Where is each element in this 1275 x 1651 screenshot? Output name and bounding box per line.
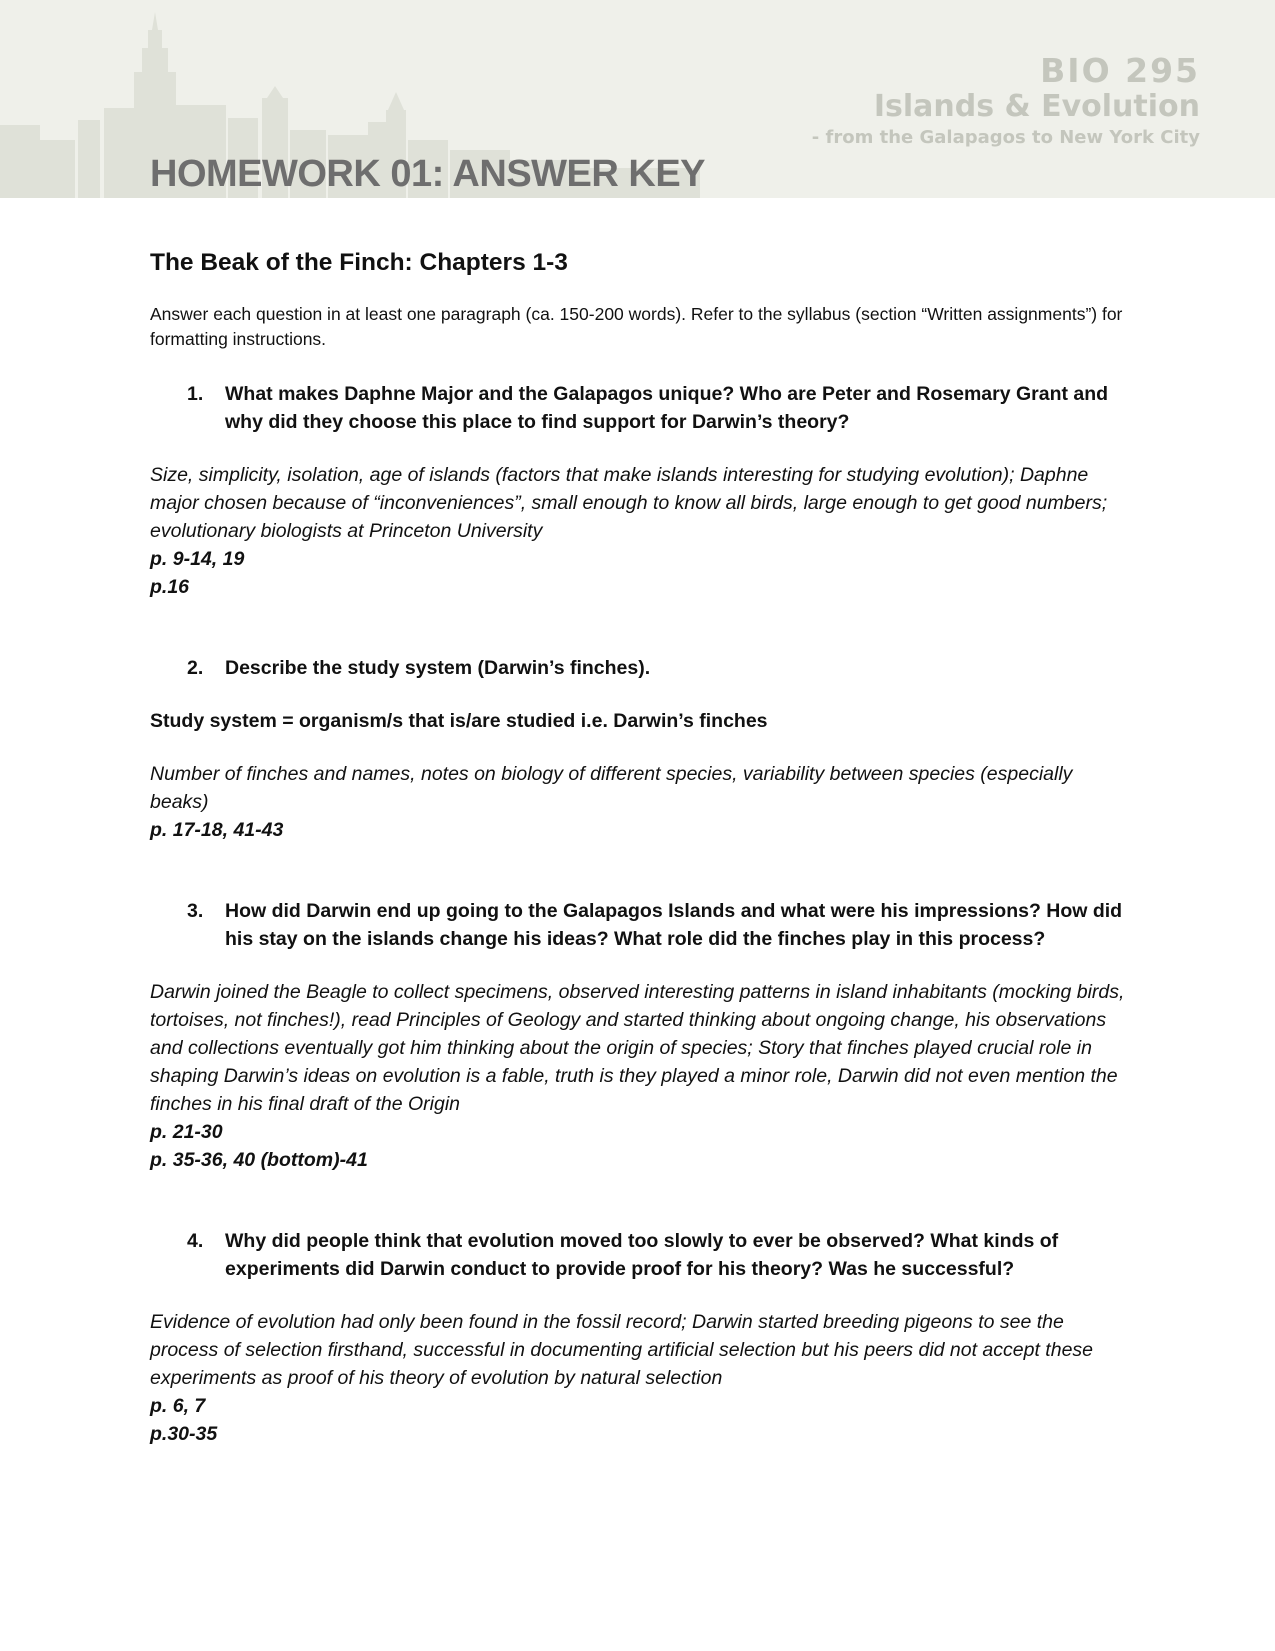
page-reference: p. 9-14, 19 [150,548,245,570]
question-text: How did Darwin end up going to the Galapagos Islands and what were his impressions? How did his stay on the islands change his ideas? What role did the finches play in this process? [225,900,1123,950]
answer-1: Size, simplicity, isolation, age of islands (factors that make islands interesting for studying evolution); Daphne major chosen because of “inconveniences”, small enough to know all birds, large enough to get good numbers; evolutionary biologists at Princeton University [150,464,1108,542]
question-3 [150,897,1125,953]
question-text: What makes Daphne Major and the Galapagos unique? Who are Peter and Rosemary Grant and why did they choose this place to find support for Darwin’s theory? [225,383,1109,433]
page-reference: p. 35-36, 40 (bottom)-41 [150,1149,368,1171]
document-subtitle: The Beak of the Finch: Chapters 1-3 [150,249,568,276]
answer-3: Darwin joined the Beagle to collect specimens, observed interesting patterns in island inhabitants (mocking birds, tortoises, not finches!), read Principles of Geology and started thinking about ongoing change, his observations and collections eventually got him thinking about the origin of species; Story that finches played crucial role in shaping Darwin’s ideas on evolution is a fable, truth is they played a minor role, Darwin did not even mention the finches in his final draft of the Origin [150,981,1125,1115]
course-header [812,52,1200,152]
instructions-text: Answer each question in at least one paragraph (ca. 150-200 words). Refer to the syllabus (section “Written assignments”) for formatting instructions. [150,304,1123,349]
question-number: 1. [187,383,204,405]
document-body [150,248,1125,1448]
question-4 [150,1227,1125,1283]
course-code: BIO 295 [1040,51,1200,90]
page-reference: p.30-35 [150,1423,218,1445]
question-text: Describe the study system (Darwin’s finches). [225,657,651,679]
page-reference: p. 6, 7 [150,1395,206,1417]
question-number: 2. [187,657,204,679]
question-number: 4. [187,1230,204,1252]
header-banner [0,0,1275,198]
page-reference: p. 21-30 [150,1121,223,1143]
question-text: Why did people think that evolution moved too slowly to ever be observed? What kinds of experiments did Darwin conduct to provide proof for his theory? Was he successful? [225,1230,1059,1280]
study-system-note: Study system = organism/s that is/are studied i.e. Darwin’s finches [150,710,768,732]
page-reference: p.16 [150,576,190,598]
page-reference: p. 17-18, 41-43 [150,819,284,841]
question-number: 3. [187,900,204,922]
question-1 [150,380,1125,436]
answer-2: Number of finches and names, notes on biology of different species, variability between species (especially beaks) [150,763,1073,813]
course-subtitle: - from the Galapagos to New York City [811,127,1200,148]
answer-4: Evidence of evolution had only been found in the fossil record; Darwin started breeding pigeons to see the process of selection firsthand, successful in documenting artificial selection but his peers did not accept these experiments as proof of his theory of evolution by natural selection [150,1311,1094,1389]
question-2 [150,654,1125,682]
course-name: Islands & Evolution [873,89,1200,124]
page-title: HOMEWORK 01: ANSWER KEY [150,153,706,195]
